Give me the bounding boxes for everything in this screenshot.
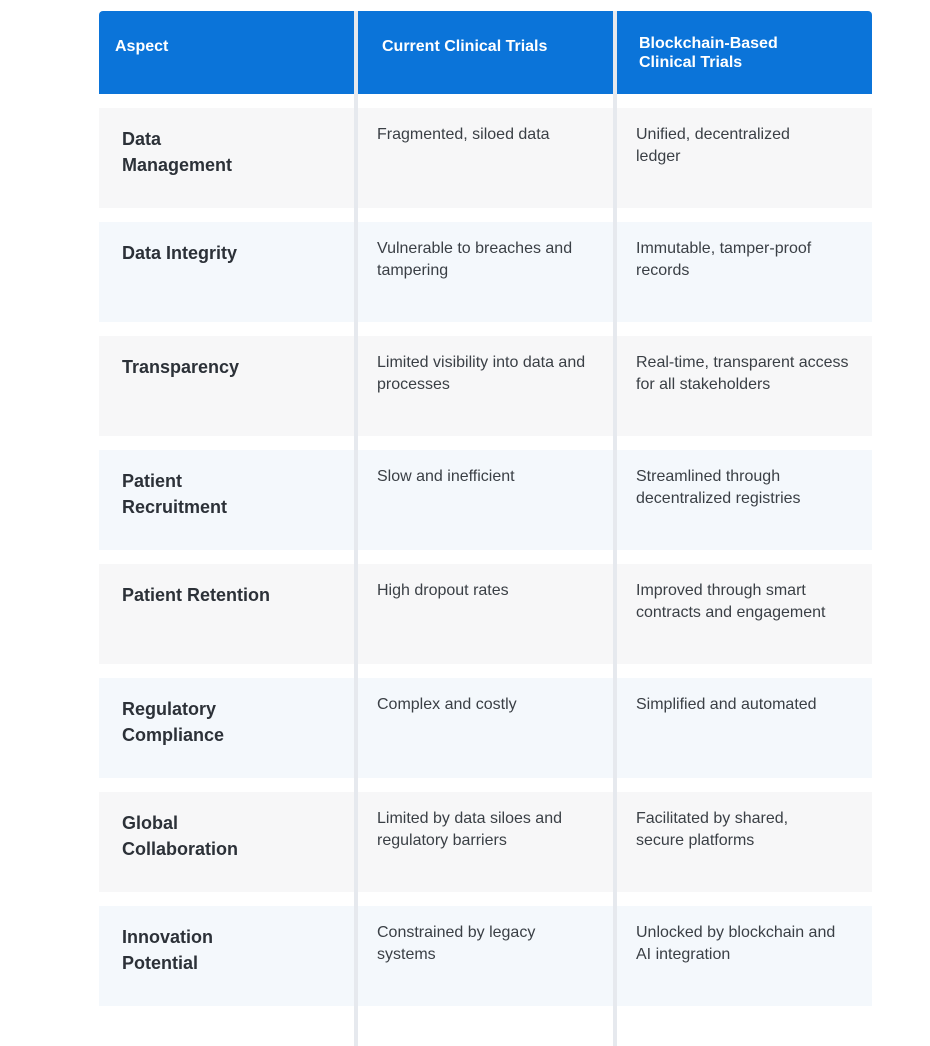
comparison-table [99, 11, 872, 1006]
table-row [99, 564, 872, 664]
current-cell: Limited visibility into data and processes [358, 336, 613, 436]
blockchain-cell: Simplified and automated [617, 678, 872, 778]
current-cell: Slow and inefficient [358, 450, 613, 550]
blockchain-cell: Unlocked by blockchain and AI integration [617, 906, 872, 1006]
table-row [99, 222, 872, 322]
header-blockchain [617, 11, 872, 94]
header-current: Current Clinical Trials [358, 11, 613, 94]
current-cell: Vulnerable to breaches and tampering [358, 222, 613, 322]
blockchain-cell: Facilitated by shared, secure platforms [617, 792, 872, 892]
table-row [99, 108, 872, 208]
aspect-cell: Global Collaboration [99, 792, 354, 892]
aspect-cell: Patient Recruitment [99, 450, 354, 550]
current-cell: Fragmented, siloed data [358, 108, 613, 208]
header-aspect: Aspect [99, 11, 354, 94]
aspect-cell: Innovation Potential [99, 906, 354, 1006]
blockchain-cell: Real-time, transparent access for all stakeholders [617, 336, 872, 436]
aspect-cell: Data Management [99, 108, 354, 208]
aspect-cell: Transparency [99, 336, 354, 436]
current-cell: Limited by data siloes and regulatory barriers [358, 792, 613, 892]
table-row [99, 450, 872, 550]
current-cell: Constrained by legacy systems [358, 906, 613, 1006]
column-divider [354, 11, 358, 1046]
blockchain-cell: Streamlined through decentralized registries [617, 450, 872, 550]
header-blockchain-line2: Clinical Trials [639, 54, 743, 71]
table-header [99, 11, 872, 94]
table-row [99, 906, 872, 1006]
aspect-cell: Patient Retention [99, 564, 354, 664]
table-row [99, 336, 872, 436]
blockchain-cell: Immutable, tamper-proof records [617, 222, 872, 322]
current-cell: High dropout rates [358, 564, 613, 664]
blockchain-cell: Unified, decentralized ledger [617, 108, 872, 208]
column-divider [613, 11, 617, 1046]
blockchain-cell: Improved through smart contracts and engagement [617, 564, 872, 664]
header-blockchain-line1: Blockchain-Based [639, 35, 778, 52]
current-cell: Complex and costly [358, 678, 613, 778]
table-row [99, 792, 872, 892]
aspect-cell: Regulatory Compliance [99, 678, 354, 778]
table-row [99, 678, 872, 778]
aspect-cell: Data Integrity [99, 222, 354, 322]
